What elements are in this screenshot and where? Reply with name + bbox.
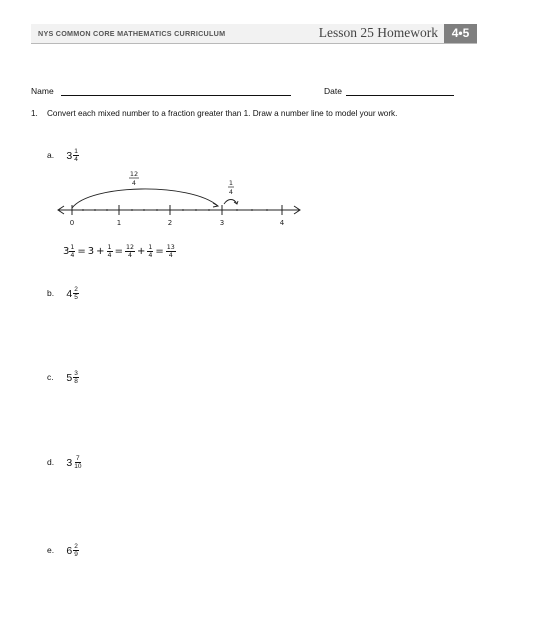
whole-part: 5	[66, 371, 73, 384]
numerator: 1	[70, 243, 75, 251]
tick-label-0: 0	[69, 219, 75, 227]
work-lhs-whole: 3	[63, 245, 70, 257]
module-badge: 4•5	[444, 24, 477, 43]
denominator: 4	[74, 156, 78, 163]
equals-sign: =	[155, 245, 164, 257]
jump-arc	[72, 189, 218, 208]
mixed-number	[66, 286, 78, 301]
plus-sign: +	[96, 245, 105, 257]
denominator: 9	[74, 551, 78, 558]
numerator: 7	[76, 455, 80, 462]
tick-label-3: 3	[219, 219, 225, 227]
item-c	[47, 370, 79, 385]
whole-part: 3	[66, 149, 73, 162]
tick-label-4: 4	[279, 219, 285, 227]
numerator: 13	[166, 243, 175, 251]
work-equation	[63, 241, 176, 261]
item-b	[47, 286, 79, 301]
work-fraction-3	[147, 244, 153, 259]
denominator: 4	[168, 251, 173, 259]
denominator: 8	[74, 378, 78, 385]
mixed-number	[66, 455, 82, 470]
name-label: Name	[31, 86, 54, 96]
numerator: 1	[148, 243, 153, 251]
plus-sign: +	[136, 245, 146, 257]
work-fraction-result	[166, 244, 176, 259]
work-fraction-1	[107, 244, 113, 259]
numerator: 2	[74, 286, 78, 293]
denominator: 4	[127, 251, 132, 259]
fraction	[73, 286, 79, 301]
question-1	[31, 109, 397, 118]
denominator: 10	[74, 463, 82, 470]
jump-label-denominator: 4	[131, 179, 137, 187]
whole-part: 3	[66, 456, 73, 469]
denominator: 4	[148, 251, 153, 259]
mixed-number	[66, 370, 78, 385]
numerator: 1	[74, 148, 78, 155]
numerator: 3	[74, 370, 78, 377]
fraction	[73, 543, 79, 558]
question-number: 1.	[31, 109, 38, 118]
item-label: c.	[47, 371, 54, 382]
small-jump-denominator: 4	[228, 188, 234, 196]
equals-sign: =	[114, 245, 123, 257]
equals-sign: =	[77, 245, 86, 257]
page-header	[31, 24, 477, 44]
date-label: Date	[324, 86, 342, 96]
mixed-number	[66, 148, 78, 163]
whole-part: 6	[66, 544, 73, 557]
numerator: 2	[74, 543, 78, 550]
fraction	[73, 455, 82, 470]
work-fraction-2	[125, 244, 135, 259]
item-label: e.	[47, 544, 55, 555]
denominator: 4	[70, 251, 75, 259]
item-label: a.	[47, 149, 55, 160]
number-line-model	[50, 168, 310, 230]
small-jump-label	[228, 179, 234, 196]
jump-label-numerator: 12	[129, 170, 139, 178]
work-term-whole: 3	[87, 245, 95, 257]
small-jump-numerator: 1	[228, 179, 234, 187]
numerator: 12	[125, 243, 134, 251]
tick-label-2: 2	[167, 219, 173, 227]
fraction	[73, 370, 79, 385]
name-field-line[interactable]	[61, 95, 291, 96]
work-lhs	[63, 244, 75, 259]
number-line-tick-labels	[70, 219, 285, 227]
denominator: 5	[74, 294, 78, 301]
item-label: b.	[47, 287, 55, 298]
lesson-title: Lesson 25 Homework	[318, 25, 438, 40]
date-field-line[interactable]	[346, 95, 454, 96]
numerator: 1	[107, 243, 112, 251]
mixed-number	[66, 543, 78, 558]
tick-label-1: 1	[116, 219, 122, 227]
item-label: d.	[47, 456, 55, 467]
jump-label	[129, 170, 139, 187]
work-lhs-fraction	[69, 244, 75, 259]
small-jump-arc	[224, 200, 237, 205]
curriculum-title: NYS COMMON CORE MATHEMATICS CURRICULUM	[38, 29, 226, 38]
item-a	[47, 148, 79, 163]
item-d	[47, 455, 82, 470]
item-e	[47, 543, 79, 558]
denominator: 4	[107, 251, 112, 259]
question-text: Convert each mixed number to a fraction greater than 1. Draw a number line to model your work.	[47, 109, 398, 118]
fraction	[73, 148, 79, 163]
whole-part: 4	[66, 287, 73, 300]
